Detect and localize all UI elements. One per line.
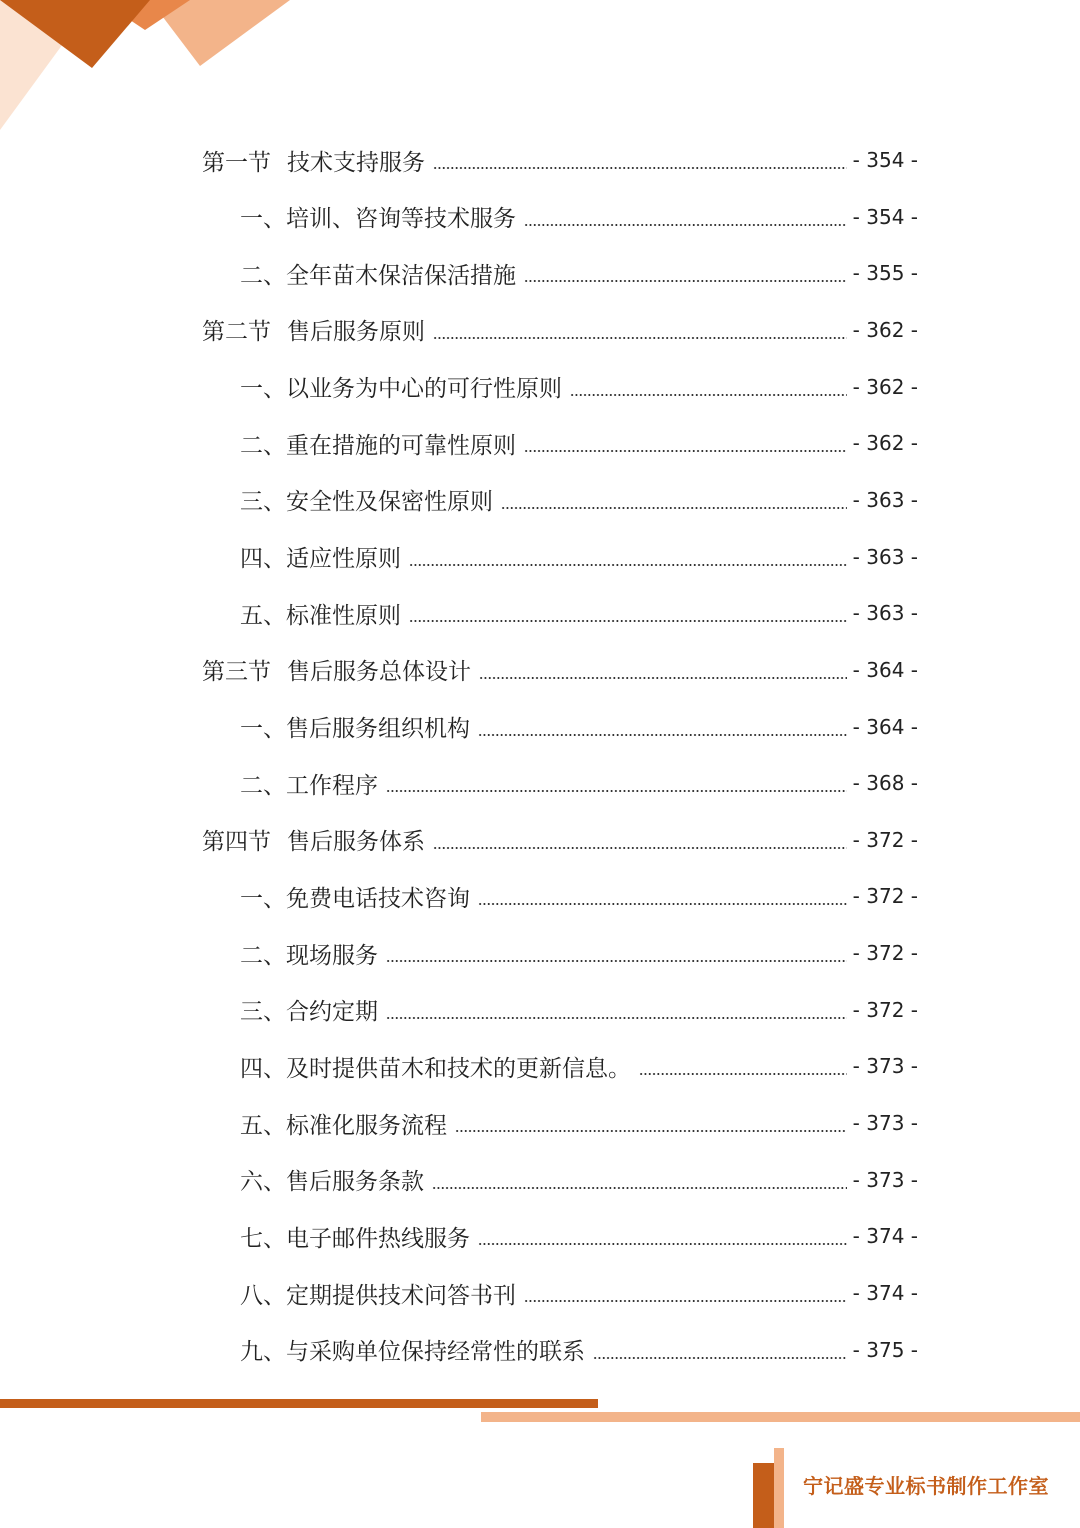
toc-page-number: - 375 - xyxy=(852,1337,918,1362)
toc-entry-title: 全年苗木保洁保活措施 xyxy=(286,262,516,289)
toc-page-number: - 372 - xyxy=(852,884,918,909)
toc-dot-leader xyxy=(479,677,847,679)
toc-dot-leader xyxy=(386,1017,847,1019)
footer-accent-light xyxy=(774,1448,784,1528)
toc-entry-number: 二、 xyxy=(240,772,286,799)
toc-entry-number: 四、 xyxy=(240,1055,286,1082)
toc-entry-number: 五、 xyxy=(240,1112,286,1139)
toc-entry-title: 免费电话技术咨询 xyxy=(286,885,470,912)
toc-page-number: - 363 - xyxy=(852,544,918,569)
toc-entry-title: 重在措施的可靠性原则 xyxy=(286,432,516,459)
toc-page-number: - 374 - xyxy=(852,1281,918,1305)
toc-dot-leader xyxy=(455,1130,847,1132)
toc-entry-title: 现场服务 xyxy=(286,942,378,969)
toc-subsection-entry[interactable] xyxy=(240,1276,918,1310)
toc-page-number: - 374 - xyxy=(852,1224,918,1249)
toc-entry-number: 第一节 xyxy=(202,149,271,176)
toc-section-entry[interactable] xyxy=(202,313,918,347)
toc-page-number: - 364 - xyxy=(852,657,918,682)
toc-entry-number: 八、 xyxy=(240,1282,286,1309)
toc-entry-number: 二、 xyxy=(240,432,286,459)
toc-entry-number: 二、 xyxy=(240,262,286,289)
toc-subsection-entry[interactable] xyxy=(240,256,918,290)
toc-entry-title: 售后服务总体设计 xyxy=(287,659,471,686)
toc-page-number: - 362 - xyxy=(852,374,918,399)
toc-entry-title: 售后服务组织机构 xyxy=(286,716,470,742)
toc-entry-title: 标准化服务流程 xyxy=(286,1112,447,1139)
toc-entry-title: 售后服务体系 xyxy=(287,829,425,856)
toc-dot-leader xyxy=(478,1243,847,1245)
toc-entry-title: 培训、咨询等技术服务 xyxy=(286,206,516,233)
toc-subsection-entry[interactable] xyxy=(240,993,918,1027)
toc-page-number: - 362 - xyxy=(852,317,918,342)
toc-section-entry[interactable] xyxy=(202,823,918,857)
toc-dot-leader xyxy=(433,167,847,169)
footer-bar-dark xyxy=(0,1399,598,1408)
toc-dot-leader xyxy=(593,1357,847,1359)
toc-entry-title: 售后服务原则 xyxy=(287,319,425,346)
toc-subsection-entry[interactable] xyxy=(240,1049,918,1083)
toc-page-number: - 354 - xyxy=(852,204,918,229)
toc-subsection-entry[interactable] xyxy=(240,1106,918,1140)
toc-subsection-entry[interactable] xyxy=(240,596,918,630)
toc-page-number: - 373 - xyxy=(852,1111,918,1135)
toc-dot-leader xyxy=(478,903,847,905)
toc-page-number: - 362 - xyxy=(852,431,918,456)
toc-dot-leader xyxy=(524,224,847,226)
toc-dot-leader xyxy=(409,564,847,566)
toc-entry-title: 售后服务条款 xyxy=(286,1169,424,1196)
toc-entry-number: 一、 xyxy=(240,376,286,403)
toc-dot-leader xyxy=(433,847,847,849)
footer-accent-dark xyxy=(753,1463,774,1528)
toc-subsection-entry[interactable] xyxy=(240,710,918,744)
toc-subsection-entry[interactable] xyxy=(240,426,918,460)
toc-entry-title: 以业务为中心的可行性原则 xyxy=(286,376,562,403)
toc-subsection-entry[interactable] xyxy=(240,1163,918,1197)
toc-page-number: - 355 - xyxy=(852,261,918,286)
toc-section-entry[interactable] xyxy=(202,653,918,687)
toc-entry-number: 一、 xyxy=(240,206,286,233)
toc-subsection-entry[interactable] xyxy=(240,936,918,970)
toc-entry-number: 九、 xyxy=(240,1339,286,1366)
footer-bar-light xyxy=(481,1412,1080,1422)
toc-dot-leader xyxy=(524,450,847,452)
toc-page-number: - 373 - xyxy=(852,1167,918,1192)
toc-entry-number: 七、 xyxy=(240,1225,286,1252)
toc-entry-title: 合约定期 xyxy=(286,999,378,1026)
toc-page-number: - 372 - xyxy=(852,827,918,852)
toc-subsection-entry[interactable] xyxy=(240,200,918,234)
toc-entry-number: 第二节 xyxy=(202,319,271,346)
toc-entry-number: 五、 xyxy=(240,602,286,629)
toc-dot-leader xyxy=(432,1187,847,1189)
toc-entry-title: 电子邮件热线服务 xyxy=(286,1225,470,1252)
footer-brand-text: 宁记盛专业标书制作工作室 xyxy=(803,1474,1049,1498)
toc-entry-title: 与采购单位保持经常性的联系 xyxy=(286,1339,585,1366)
toc-page-number: - 372 - xyxy=(852,997,918,1022)
toc-dot-leader xyxy=(524,280,847,282)
toc-dot-leader xyxy=(478,734,847,736)
toc-subsection-entry[interactable] xyxy=(240,766,918,800)
toc-entry-number: 一、 xyxy=(240,885,286,912)
toc-entry-number: 六、 xyxy=(240,1169,286,1196)
toc-entry-number: 三、 xyxy=(240,999,286,1026)
toc-dot-leader xyxy=(433,337,847,339)
toc-dot-leader xyxy=(409,620,847,622)
toc-entry-number: 第三节 xyxy=(202,659,271,686)
toc-page-number: - 364 - xyxy=(852,714,918,739)
toc-page-number: - 373 - xyxy=(852,1054,918,1079)
toc-subsection-entry[interactable] xyxy=(240,1219,918,1253)
toc-page-number: - 363 - xyxy=(852,601,918,626)
toc-entry-title: 及时提供苗木和技术的更新信息。 xyxy=(286,1055,631,1082)
toc-entry-number: 三、 xyxy=(240,489,286,516)
toc-subsection-entry[interactable] xyxy=(240,879,918,913)
toc-entry-title: 定期提供技术问答书刊 xyxy=(286,1282,516,1309)
toc-subsection-entry[interactable] xyxy=(240,483,918,517)
toc-entry-title: 标准性原则 xyxy=(286,602,401,629)
toc-dot-leader xyxy=(524,1300,847,1302)
toc-entry-title: 适应性原则 xyxy=(286,546,401,572)
toc-entry-number: 一、 xyxy=(240,716,286,742)
toc-dot-leader xyxy=(501,507,847,509)
toc-section-entry[interactable] xyxy=(202,143,918,177)
toc-entry-number: 四、 xyxy=(240,546,286,572)
toc-entry-number: 第四节 xyxy=(202,829,271,856)
toc-subsection-entry[interactable] xyxy=(240,370,918,404)
toc-subsection-entry[interactable] xyxy=(240,1333,918,1367)
toc-dot-leader xyxy=(386,960,847,962)
toc-page-number: - 372 - xyxy=(852,941,918,966)
toc-page-number: - 354 - xyxy=(852,148,918,172)
toc-page-number: - 368 - xyxy=(852,771,918,796)
toc-entry-title: 安全性及保密性原则 xyxy=(286,489,493,516)
toc-entry-title: 技术支持服务 xyxy=(287,149,425,176)
toc-dot-leader xyxy=(570,394,847,396)
toc-dot-leader xyxy=(639,1073,847,1075)
toc-subsection-entry[interactable] xyxy=(240,540,918,574)
toc-dot-leader xyxy=(386,790,847,792)
toc-entry-title: 工作程序 xyxy=(286,772,378,799)
toc-page-number: - 363 - xyxy=(852,487,918,512)
toc-entry-number: 二、 xyxy=(240,942,286,969)
